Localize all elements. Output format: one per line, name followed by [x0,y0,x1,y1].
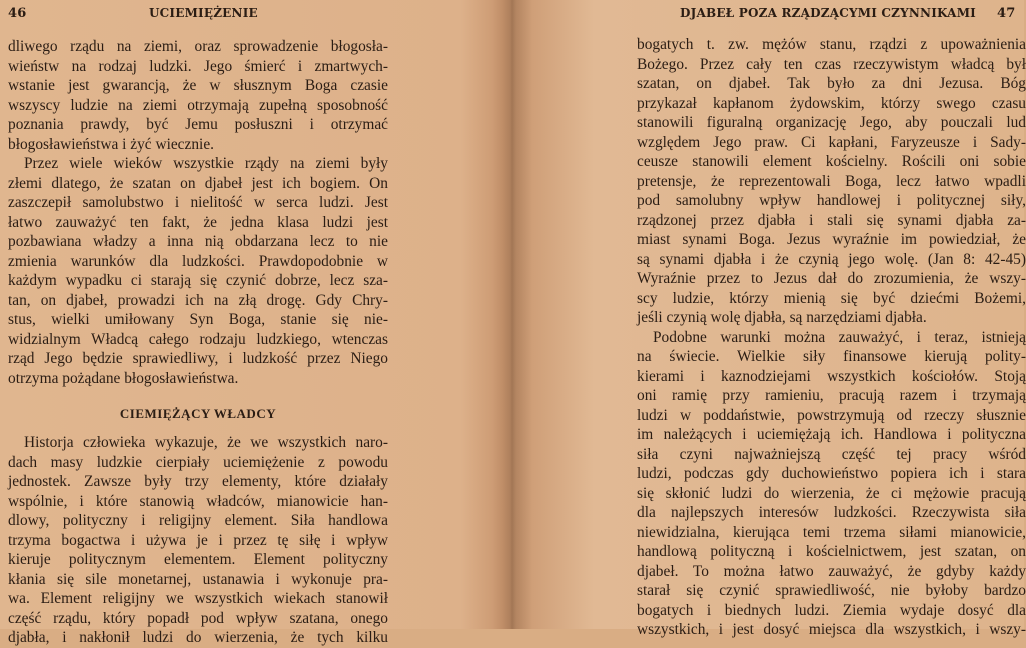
text-line: bogatych i biednych ludzi. Ziemia wydaje dosyć dla [637,601,1026,619]
text-line: wa. Element religijny we wszystkich wiekach stanowił [8,590,388,607]
text-line: wszyscy ludzie na ziemi otrzymają zupełną sposobność [8,96,388,114]
text-line: jeśli czynią wolę djabła, są narzędziami djabła. [637,309,927,326]
text-line: trzyma bogactwa i używa je i przez tę siłę i wpływ [8,531,388,549]
text-line: otrzyma pożądane błogosławieństwa. [8,369,239,387]
text-line: złemi dlatego, że szatan on djabeł jest ich bogiem. On [8,174,388,192]
text-line: wszystkich, i jest dosyć miejsca dla wszystkich, i wszy- [637,621,1026,638]
text-line: Wyraźnie przez to Jezus dał do zrozumienia, że wszy- [637,270,1026,287]
text-line: dliwego rządu na ziemi, oraz sprowadzenie błogosła- [8,38,388,55]
text-line: wspólnie, i które stanowią władców, mianowicie han- [8,492,388,510]
text-line: są synami djabła i że czynią jego wolę. (Jan 8: 42-45) [637,250,1026,268]
text-line: stanowili figuralną organizację Jego, aby pouczali lud [637,114,1026,131]
text-line: wieństw na rodzaj ludzki. Jego śmierć i zmartwych- [8,57,388,75]
text-line: się skłonić ludzi do wierzenia, że ci mężowie pracują [637,484,1026,502]
text-line: Bożego. Przez cały ten czas rzeczywistym władcą był [637,55,1026,73]
text-line: tan, on djabeł, prowadzi ich na złą drogę. Gdy Chry- [8,291,388,309]
text-line: dach masy ludzkie cierpiały uciemiężenie z powodu [8,453,388,471]
running-title: UCIEMIĘŻENIE [149,6,258,20]
text-line: kierami i kaznodziejami wszystkich kościołów. Stoją [637,367,1026,385]
text-line: zaszczepił samolubstwo i nielitość w serca ludzi. Jest [8,194,388,211]
text-line: dlowy, polityczny i religijny element. Siła handlowa [8,512,388,529]
text-line: każdym wypadku ci starają się czynić dobrze, lecz sza- [8,272,388,289]
text-line: na świecie. Wielkie siły finansowe kierują polity- [637,348,1026,365]
text-line: wstanie jest gwarancją, że w słusznym Boga czasie [8,77,388,94]
text-line: dla najlepszych interesów ludzkości. Rzeczywista siła [637,504,1026,521]
text-line: pozbawiana władzy a inna nią obdarzana lecz to nie [8,233,388,250]
text-line: widzialnym Władcą całego rodzaju ludzkiego, wtenczas [8,330,388,348]
text-line: szatan, on djabeł. Tak było za dni Jezusa. Bóg [637,75,1026,92]
text-line: handlową polityczną i kościelnictwem, jest szatan, on [637,543,1026,560]
text-line: djabła, i nakłonił ludzi do wierzenia, że tych kilku [8,629,388,646]
text-line: ludzi, podczas gdy duchowieństwo popiera ich i stara [637,465,1026,482]
text-line: jednostek. Zawsze były trzy elementy, które działały [8,473,388,490]
text-line: pretensje, że reprezentowali Boga, lecz łatwo wpadli [637,172,1026,190]
text-line: względem Jego praw. Ci kapłani, Faryzeusze i Sady- [637,133,1026,151]
text-line: część rządu, który popadł pod wpływ szatana, onego [8,609,388,627]
text-line: rząd Jego będzie sprawiedliwy, i ludzkość przez Niego [8,350,388,367]
text-line: Podobne warunki można zauważyć, i teraz, istnieją [653,328,1026,346]
text-line: Przez wiele wieków wszystkie rządy na ziemi były [24,155,388,172]
left-page-text [8,37,388,648]
text-line: zmienia warunków dla ludzkości. Prawdopodobnie w [8,252,388,270]
text-line: poznania prawdy, być Jemu posłuszni i otrzymać [8,116,388,133]
text-line: łatwo zauważyć ten fakt, że jedna klasa ludzi jest [8,213,388,231]
running-title: DJABEŁ POZA RZĄDZĄCYMI CZYNNIKAMI [680,6,976,20]
text-line: rządzonej przez djabła i stali się synami djabła za- [637,211,1026,229]
text-line: Historja człowieka wykazuje, że we wszystkich naro- [24,434,388,451]
text-line: ceusze stanowili element kościelny. Rościli oni sobie [637,153,1026,170]
left-page [0,0,510,646]
text-line: stus, wielki umiłowany Syn Boga, stanie się nie- [8,311,388,328]
text-line: siła czyni najważniejszą część tej pracy wśród [637,445,1026,463]
text-line: błogosławieństwa i żyć wiecznie. [8,135,214,153]
page-number: 47 [997,6,1016,21]
text-line: im należących i uciemiężają ich. Handlowa i polityczna [637,426,1026,443]
text-line: djabeł. To można łatwo zauważyć, że gdyby każdy [637,562,1026,580]
right-page [510,0,1026,638]
text-line: niewidzialna, kierująca temi trzema siłami mianowicie, [637,523,1026,541]
text-line: kłania się sile monetarnej, ustanawia i wykonuje pra- [8,570,388,588]
text-line: oni ramię przy ramieniu, pracują razem i trzymają [637,387,1026,404]
text-line: przykazał kapłanom żydowskim, którzy swego czasu [637,94,1026,112]
text-line: ludzi w poddaństwie, powstrzymują od rzeczy słusznie [637,406,1026,424]
text-line: bogatych t. zw. mężów stanu, rządzi z upoważnienia [637,36,1026,53]
section-heading: CIEMIĘŻĄCY WŁADCY [119,406,277,421]
text-line: miast synami Boga. Jezus wyraźnie im powiedział, że [637,231,1026,248]
text-line: kieruje politycznym elementem. Element polityczny [8,551,388,568]
page-number: 46 [8,6,27,21]
right-page-text [637,35,1026,640]
text-line: starał się czynić sprawiedliwość, nie byłoby bardzo [637,582,1026,599]
text-line: scy ludzie, którzy mienią się być dziećmi Bożemi, [637,289,1026,307]
text-line: pod samolubny wpływ handlowej i politycznej siły, [637,192,1026,209]
